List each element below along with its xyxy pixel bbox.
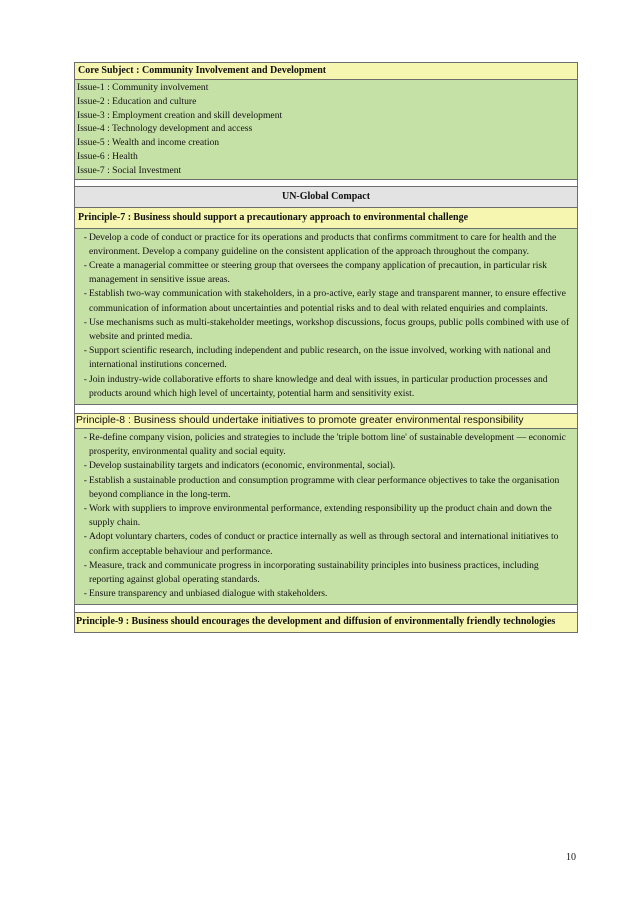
issue-item: Issue-6 : Health (77, 150, 138, 162)
list-item: - Adopt voluntary charters, codes of conduct or practice internally as well as through sectoral and international initiatives to confirm acceptable behaviour and performance. (77, 530, 575, 558)
principle-8-list (75, 429, 577, 605)
list-item: - Join industry-wide collaborative efforts to share knowledge and deal with issues, in particular production processes and products around which high level of uncertainty, potential harm and sensitivity exist. (77, 373, 575, 401)
bullet-dash: - (83, 588, 87, 600)
bullet-dash: - (83, 259, 87, 271)
bullet-dash: - (83, 345, 87, 357)
principle-9-header: Principle-9 : Business should encourages the development and diffusion of environmentally friendly technologies (75, 613, 577, 633)
list-item: - Re-define company vision, policies and strategies to include the 'triple bottom line' of sustainable development — economic prosperity, environmental quality and social equity. (77, 431, 575, 459)
compact-header: UN-Global Compact (75, 187, 577, 208)
bullet-dash: - (83, 231, 87, 243)
spacer-row (75, 405, 577, 414)
issue-item: Issue-1 : Community involvement (77, 82, 209, 93)
issue-item: Issue-3 : Employment creation and skill development (77, 109, 283, 121)
core-subject-header: Core Subject : Community Involvement and Development (75, 63, 577, 80)
list-item: - Create a managerial committee or steering group that oversees the company application of precaution, in particular risk management in sensitive issue areas. (77, 259, 575, 287)
bullet-dash: - (83, 432, 87, 444)
spacer-row (75, 180, 577, 187)
list-item: - Support scientific research, including independent and public research, on the issue involved, working with national and international institutions concerned. (77, 344, 575, 372)
principle-8-header: Principle-8 : Business should undertake initiatives to promote greater environmental responsibility (75, 414, 577, 429)
list-item: - Work with suppliers to improve environmental performance, extending responsibility up the product chain and down the supply chain. (77, 502, 575, 530)
principle-7-header: Principle-7 : Business should support a precautionary approach to environmental challenge (75, 208, 577, 229)
list-item: - Establish two-way communication with stakeholders, in a pro-active, early stage and transparent manner, to ensure effective communication of information about uncertainties and potential risks and to deal with related enquiries and complaints. (77, 287, 575, 315)
issue-item: Issue-7 : Social Investment (77, 164, 182, 176)
content-table (74, 62, 578, 633)
bullet-dash: - (83, 288, 87, 300)
principle-7-list (75, 229, 577, 405)
bullet-dash: - (83, 460, 87, 472)
list-item: - Use mechanisms such as multi-stakeholder meetings, workshop discussions, focus groups, public polls combined with use of website and printed media. (77, 316, 575, 344)
issue-item: Issue-5 : Wealth and income creation (77, 137, 220, 149)
list-item: - Establish a sustainable production and consumption programme with clear performance objectives to take the organisation beyond compliance in the long-term. (77, 474, 575, 502)
bullet-dash: - (83, 474, 87, 486)
bullet-dash: - (83, 503, 87, 515)
bullet-dash: - (83, 559, 87, 571)
issues-list (75, 80, 577, 180)
bullet-dash: - (83, 373, 87, 385)
list-item: - Develop sustainability targets and indicators (economic, environmental, social). (77, 459, 575, 473)
list-item: - Ensure transparency and unbiased dialogue with stakeholders. (77, 587, 575, 601)
page-number: 10 (566, 852, 576, 863)
issue-item: Issue-4 : Technology development and access (77, 123, 253, 135)
issue-item: Issue-2 : Education and culture (77, 95, 197, 107)
bullet-dash: - (83, 531, 87, 543)
list-item: - Develop a code of conduct or practice for its operations and products that confirms commitment to care for health and the environment. Develop a company guideline on the consistent application of the approach throughout the company. (77, 231, 575, 259)
bullet-dash: - (83, 316, 87, 328)
list-item: - Measure, track and communicate progress in incorporating sustainability principles into business practices, including reporting against global operating standards. (77, 559, 575, 587)
spacer-row (75, 605, 577, 613)
